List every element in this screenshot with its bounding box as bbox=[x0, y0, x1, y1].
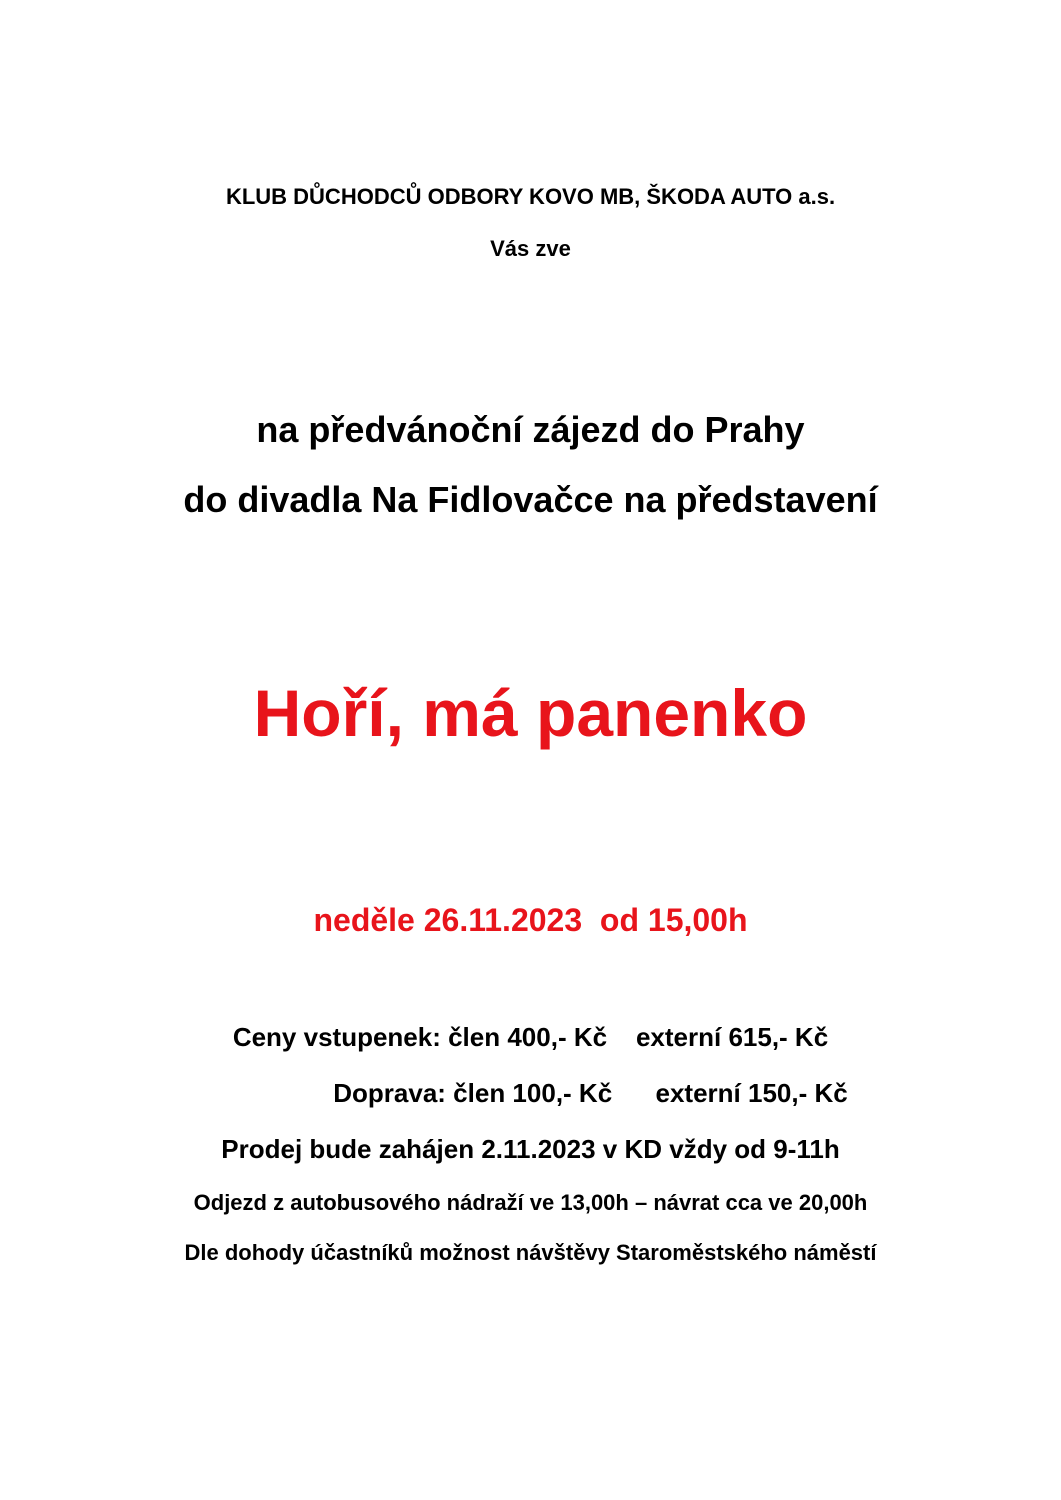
ticket-prices: Ceny vstupenek: člen 400,- Kč externí 615,- Kč bbox=[232, 1022, 829, 1052]
sale-start-info: Prodej bude zahájen 2.11.2023 v KD vždy od 9-11h bbox=[221, 1134, 840, 1164]
invite-text: Vás zve bbox=[490, 236, 571, 261]
show-title: Hoří, má panenko bbox=[253, 676, 808, 750]
organizer-heading: KLUB DŮCHODCŮ ODBORY KOVO MB, ŠKODA AUTO a.s. bbox=[225, 184, 836, 209]
trip-description-line-1: na předvánoční zájezd do Prahy bbox=[256, 409, 805, 450]
transport-prices: Doprava: člen 100,- Kč externí 150,- Kč bbox=[333, 1078, 848, 1108]
departure-info: Odjezd z autobusového nádraží ve 13,00h – návrat cca ve 20,00h bbox=[193, 1190, 868, 1215]
trip-description-line-2: do divadla Na Fidlovačce na představení bbox=[183, 479, 878, 520]
show-date: neděle 26.11.2023 od 15,00h bbox=[313, 902, 748, 938]
sightseeing-note: Dle dohody účastníků možnost návštěvy Staroměstského náměstí bbox=[184, 1240, 877, 1265]
